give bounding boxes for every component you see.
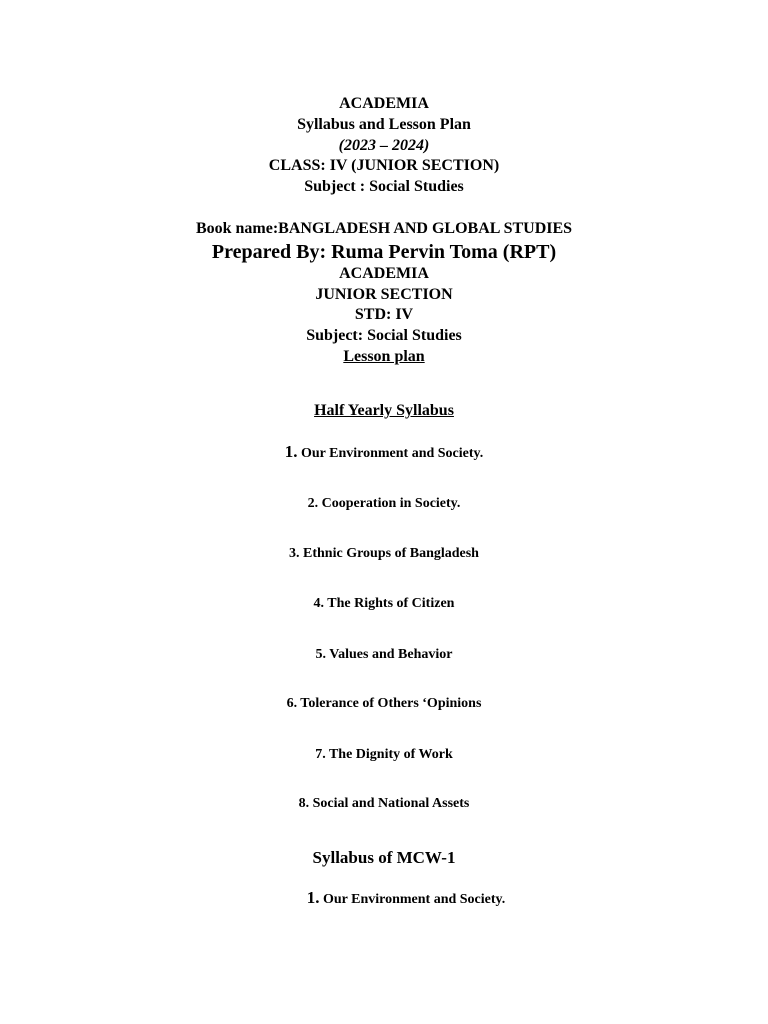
lesson-plan-row <box>0 349 768 365</box>
item-text: Our Environment and Society. <box>319 892 506 907</box>
half-yearly-row <box>0 403 768 419</box>
item-text: 5. Values and Behavior <box>315 647 453 662</box>
half-yearly-item <box>0 497 768 511</box>
item-text: 8. Social and National Assets <box>298 796 470 811</box>
header-book-name: Book name:BANGLADESH AND GLOBAL STUDIES <box>195 220 573 237</box>
item-text: 6. Tolerance of Others ‘Opinions <box>286 696 482 711</box>
lesson-plan-heading: Lesson plan <box>343 348 425 365</box>
item-text: 7. The Dignity of Work <box>315 747 453 762</box>
mcw1-heading: Syllabus of MCW-1 <box>312 848 456 867</box>
header-session: (2023 – 2024) <box>338 137 430 154</box>
mcw1-item <box>0 889 768 907</box>
half-yearly-item <box>0 443 768 461</box>
lesson-std: STD: IV <box>354 306 414 323</box>
half-yearly-item <box>0 648 768 662</box>
lesson-section: JUNIOR SECTION <box>315 286 453 303</box>
half-yearly-heading: Half Yearly Syllabus <box>314 402 454 419</box>
header-class: CLASS: IV (JUNIOR SECTION) <box>268 157 500 174</box>
item-number: 1. <box>306 888 320 907</box>
header-subject: Subject : Social Studies <box>304 178 464 195</box>
header-org: ACADEMIA <box>339 95 429 112</box>
half-yearly-item <box>0 697 768 711</box>
lesson-org: ACADEMIA <box>339 265 429 282</box>
item-text: 3. Ethnic Groups of Bangladesh <box>289 546 479 561</box>
item-number: 1. <box>284 442 298 461</box>
header-title: Syllabus and Lesson Plan <box>297 116 471 133</box>
half-yearly-item <box>0 597 768 611</box>
item-text: 2. Cooperation in Society. <box>307 496 461 511</box>
half-yearly-item <box>0 748 768 762</box>
half-yearly-item <box>0 547 768 561</box>
item-text: 4. The Rights of Citizen <box>313 596 455 611</box>
item-text: Our Environment and Society. <box>297 446 484 461</box>
lesson-subject: Subject: Social Studies <box>306 327 462 344</box>
half-yearly-item <box>0 797 768 811</box>
header-prepared-by: Prepared By: Ruma Pervin Toma (RPT) <box>211 241 557 263</box>
